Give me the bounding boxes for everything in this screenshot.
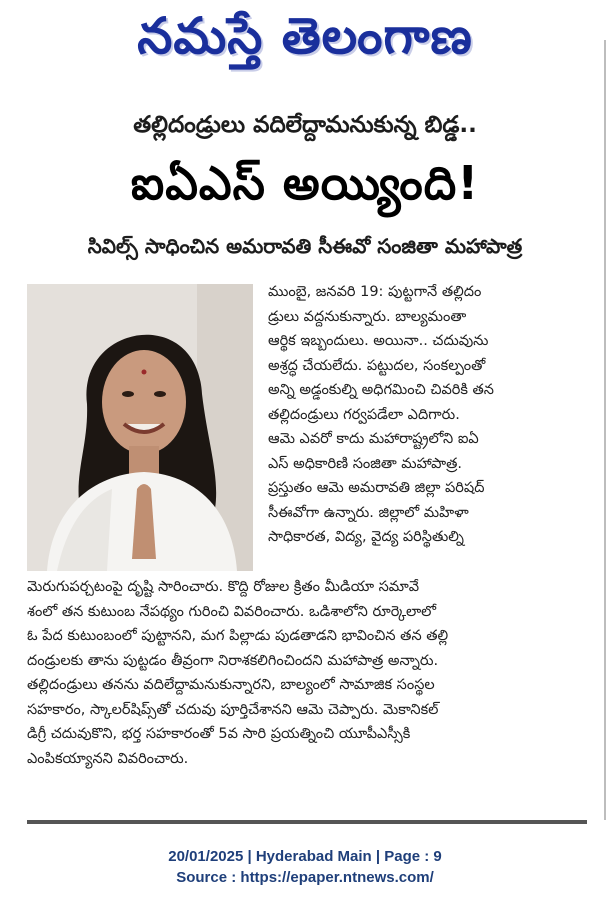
article-end-rule <box>27 820 587 824</box>
body-line: సహకారం, స్కాలర్‌షిప్స్‌తో చదువు పూర్తిచేశానని ఆమె చెప్పారు. మెకానికల్ <box>27 701 439 718</box>
article-body-full-width <box>27 575 587 771</box>
body-line: ఎస్ అధికారిణి సంజితా మహాపాత్ర. <box>268 455 462 472</box>
body-line: ఆర్థిక ఇబ్బందులు. అయినా.. చదువును <box>268 333 489 349</box>
body-line: అశ్రద్ధ చేయలేదు. పట్టుదల, సంకల్పంతో <box>268 357 486 374</box>
body-line: శంలో తన కుటుంబ నేపథ్యం గురించి వివరించారు. ఒడిశాలోని రూర్కెలాలో <box>27 603 437 620</box>
body-line: ఓ పేద కుటుంబంలో పుట్టానని, మగ పిల్లాడు పుడతాడని భావించిన తన తల్లి <box>27 628 449 644</box>
article-deck: సివిల్స్ సాధించిన అమరావతి సీఈవో సంజితా మహాపాత్ర <box>87 234 523 258</box>
masthead <box>0 0 610 84</box>
body-line: డ్రులు వద్దనుకున్నారు. బాల్యమంతా <box>268 308 467 325</box>
masthead-title: నమస్తే తెలంగాణ <box>137 6 473 65</box>
body-line: ప్రస్తుతం ఆమె అమరావతి జిల్లా పరిషద్ <box>268 480 485 496</box>
body-line: తల్లిదండ్రులు గర్వపడేలా ఎదిగారు. <box>268 406 460 423</box>
article-headline: ఐఏఎస్ అయ్యింది! <box>130 156 480 210</box>
body-line: తల్లిదండ్రులు తనను వదిలేద్దామనుకున్నారని, బాల్యంలో సామాజిక సంస్థల <box>27 677 435 693</box>
body-line: సాధికారత, విద్య, వైద్య పరిస్థితుల్ని <box>268 529 464 545</box>
source-link[interactable]: Source : https://epaper.ntnews.com/ <box>176 869 434 886</box>
body-line: మెరుగుపర్చటంపై దృష్టి సారించారు. కొద్ది రోజుల క్రితం మీడియా సమావే <box>27 579 420 595</box>
article-kicker: తల్లిదండ్రులు వదిలేద్దామనుకున్న బిడ్డ.. <box>133 112 477 138</box>
body-line: ముంబై, జనవరి 19: పుట్టగానే తల్లిదం <box>268 284 482 300</box>
body-line: ఎంపికయ్యానని వివరించారు. <box>27 750 189 767</box>
edition-info: 20/01/2025 | Hyderabad Main | Page : 9 <box>168 848 442 865</box>
clipping-footer <box>0 846 610 888</box>
body-line: దండ్రులకు తాను పుట్టడం తీవ్రంగా నిరాశకలిగించిందని మహాపాత్ర అన్నారు. <box>27 652 439 669</box>
article-body-column <box>268 280 588 550</box>
body-line: సీఈవోగా ఉన్నారు. జిల్లాలో మహిళా <box>268 504 469 521</box>
portrait-illustration <box>27 284 253 571</box>
portrait-photo <box>27 284 253 571</box>
body-line: డిగ్రీ చదువుకొని, భర్త సహకారంతో 5వ సారి ప్రయత్నించి యూపీఎస్సీకి <box>27 726 411 742</box>
body-line: ఆమె ఎవరో కాదు మహారాష్ట్రలోని ఐఏ <box>268 431 479 447</box>
body-line: అన్ని అడ్డంకుల్ని అధిగమించి చివరికి తన <box>268 382 494 398</box>
